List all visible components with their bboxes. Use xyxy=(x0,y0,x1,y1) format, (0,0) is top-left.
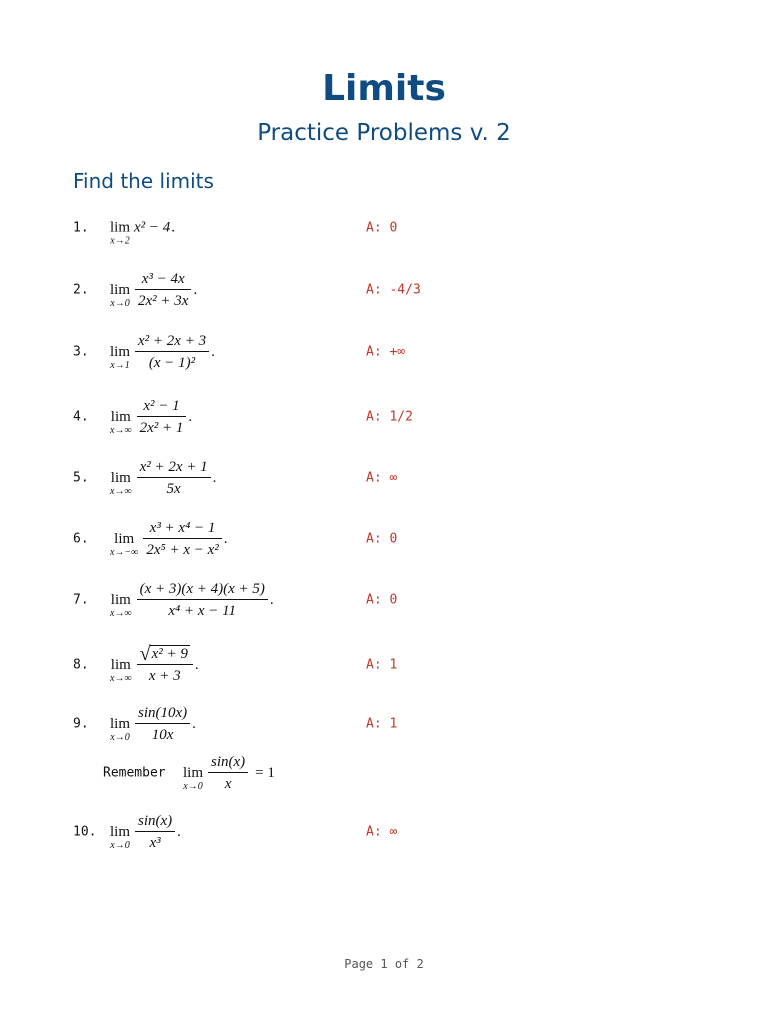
problem-10 xyxy=(0,807,768,857)
numerator: x³ + x⁴ − 1 xyxy=(143,519,221,539)
limit-operator: lim x→∞ xyxy=(110,591,132,619)
problem-8 xyxy=(0,640,768,690)
problem-number: 6. xyxy=(73,531,89,547)
limit-operator: lim x→0 xyxy=(110,823,131,851)
answer: A: 1 xyxy=(366,716,398,732)
problem-number: 9. xyxy=(73,716,89,732)
section-heading: Find the limits xyxy=(73,169,214,193)
fraction xyxy=(143,519,221,559)
answer: A: ∞ xyxy=(366,824,398,840)
limit-operator: lim x→∞ xyxy=(110,469,132,497)
denominator: 2x² + 3x xyxy=(138,293,189,309)
limit-operator: lim x→0 xyxy=(110,281,131,309)
denominator: (x − 1)² xyxy=(148,355,196,371)
problem-number: 7. xyxy=(73,592,89,608)
problem-3 xyxy=(0,327,768,377)
problem-2 xyxy=(0,265,768,315)
fraction xyxy=(137,580,268,620)
denominator: 2x⁵ + x − x² xyxy=(146,542,219,558)
numerator: (x + 3)(x + 4)(x + 5) xyxy=(137,580,268,600)
remember-note xyxy=(103,748,503,798)
fraction xyxy=(208,753,248,793)
problem-5 xyxy=(0,453,768,503)
fraction xyxy=(137,645,193,685)
answer: A: 0 xyxy=(366,592,398,608)
answer: A: 0 xyxy=(366,220,398,236)
fraction xyxy=(135,812,175,852)
problem-expression: lim x→0 $\frac{\sin(x)}{\text{x³}}$ . xyxy=(110,813,181,851)
answer: A: 0 xyxy=(366,531,398,547)
problem-number: 1. xyxy=(73,220,89,236)
numerator: x² + 2x + 1 xyxy=(137,458,211,478)
problem-expression: lim x→∞ $\frac{(x + 3)(x + 4)(x + 5)}{\text{x⁴ + x − 11}}$ . xyxy=(110,581,274,619)
fraction xyxy=(135,270,191,310)
problem-1 xyxy=(0,203,768,253)
limit-operator: lim x→−∞ xyxy=(110,530,139,558)
problem-number: 8. xyxy=(73,657,89,673)
numerator xyxy=(137,645,193,665)
numerator: x² + 2x + 3 xyxy=(135,332,209,352)
remember-expression xyxy=(183,753,275,793)
denominator: x + 3 xyxy=(148,668,181,684)
fraction xyxy=(135,704,190,744)
fraction xyxy=(137,397,187,437)
problem-expression: lim x→−∞ $\frac{\text{x³ + x⁴ − 1}}{\text{2x⁵ + x − x²}}$ . xyxy=(110,520,228,558)
problem-9 xyxy=(0,699,768,749)
radical-sign: √ xyxy=(139,643,151,665)
answer: A: ∞ xyxy=(366,470,398,486)
limit-operator: lim x→2 xyxy=(110,219,131,247)
fraction xyxy=(137,458,211,498)
denominator: 2x² + 1 xyxy=(139,420,184,436)
equals-one: = 1 xyxy=(255,764,275,781)
radicand: x² + 9 xyxy=(151,646,188,662)
limit-operator: lim x→∞ xyxy=(110,656,132,684)
page-subtitle: Practice Problems v. 2 xyxy=(257,120,511,146)
problem-number: 5. xyxy=(73,470,89,486)
problem-expression: lim x→∞ $\frac{\text{x² − 1}}{\text{2x² + 1}}$ . xyxy=(110,398,193,436)
answer: A: 1/2 xyxy=(366,409,413,425)
problem-6 xyxy=(0,514,768,564)
denominator: 5x xyxy=(166,481,181,497)
problem-expression: lim x→0 $\frac{\sin(10x)}{10x}$ . xyxy=(110,705,196,743)
denominator: x³ xyxy=(149,835,161,851)
answer: A: +∞ xyxy=(366,344,406,360)
problem-expression: lim x→0 $\frac{\text{x³ − 4x}}{\text{2x² + 3x}}$ . xyxy=(110,271,198,309)
numerator: sin(x) xyxy=(135,812,175,832)
page-footer: Page 1 of 2 xyxy=(344,957,424,971)
limit-operator: lim x→1 xyxy=(110,343,131,371)
fraction xyxy=(135,332,209,372)
limit-operator: lim x→∞ xyxy=(110,408,132,436)
numerator: x² − 1 xyxy=(137,397,187,417)
problem-number: 2. xyxy=(73,282,89,298)
numerator: x³ − 4x xyxy=(135,270,191,290)
problem-expression: lim x→2 x² − 4 . xyxy=(110,219,176,247)
expression-body: x² − 4 xyxy=(134,219,171,236)
problem-7 xyxy=(0,575,768,625)
answer: A: 1 xyxy=(366,657,398,673)
numerator: sin(x) xyxy=(208,753,248,773)
limit-operator: lim x→0 xyxy=(183,764,204,792)
problem-4 xyxy=(0,392,768,442)
denominator: x xyxy=(224,776,232,792)
remember-label: Remember xyxy=(103,765,166,781)
problem-number: 3. xyxy=(73,344,89,360)
numerator: sin(10x) xyxy=(135,704,190,724)
page-title: Limits xyxy=(322,68,446,109)
denominator: 10x xyxy=(151,727,174,743)
problem-number: 4. xyxy=(73,409,89,425)
problem-expression: lim x→∞ $\frac{\text{x² + 2x + 1}}{5x}$ . xyxy=(110,459,217,497)
problem-number: 10. xyxy=(73,824,97,840)
denominator: x⁴ + x − 11 xyxy=(168,603,237,619)
square-root xyxy=(140,645,190,663)
limit-operator: lim x→0 xyxy=(110,715,131,743)
problem-expression: lim x→∞ √ x² + 9 x + 3 . xyxy=(110,643,199,684)
problem-expression: lim x→1 $\frac{\text{x² + 2x + 3}}{\text{(x − 1)²}}$ . xyxy=(110,333,215,371)
answer: A: -4/3 xyxy=(366,282,421,298)
